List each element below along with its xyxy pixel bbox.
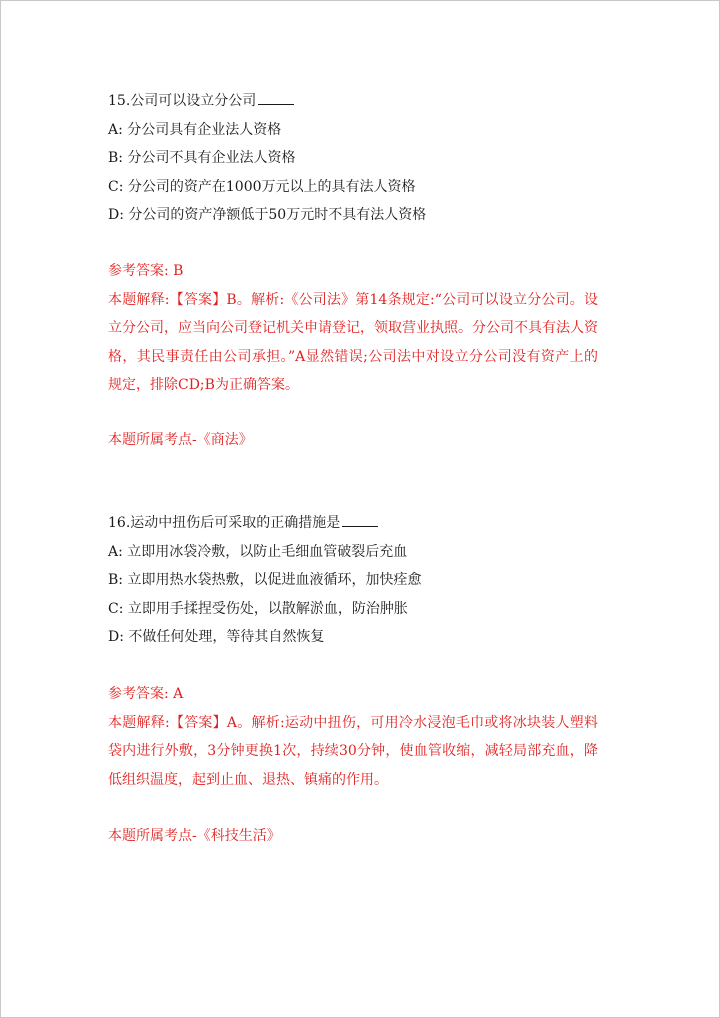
answer-blank [342,512,378,527]
topic-label: 本题所属考点-《商法》 [108,432,253,448]
question-stem [108,87,608,116]
answer-block-15 [108,257,608,400]
answer-block-16 [108,680,608,794]
option-c: C: 分公司的资产在1000万元以上的具有法人资格 [108,178,416,195]
answer-blank [258,90,294,105]
reference-answer: 参考答案: A [108,686,184,702]
option-d: D: 分公司的资产净额低于50万元时不具有法人资格 [108,207,427,223]
explanation: 本题解释:【答案】B。解析:《公司法》第14条规定:“公司可以设立分公司。设立分公司，应当向公司登记机关申请登记，领取营业执照。分公司不具有法人资格，其民事责任由公司承担。”A显然错误;公司法中对设立分公司没有资产上的规定，排除CD;B为正确答案。 [108,291,598,393]
question-stem-text: 15.公司可以设立分公司 [108,93,257,109]
option-b: B: 立即用热水袋热敷，以促进血液循环，加快痊愈 [108,572,422,588]
question-stem-text: 16.运动中扭伤后可采取的正确措施是 [108,515,341,531]
option-c: C: 立即用手揉捏受伤处，以散解淤血，防治肿胀 [108,600,408,617]
question-16 [108,509,608,652]
explanation: 本题解释:【答案】A。解析:运动中扭伤，可用冷水浸泡毛巾或将冰块装人塑料袋内进行外敷，3分钟更换1次，持续30分钟，使血管收缩，减轻局部充血，降低组织温度，起到止血、退热、镇痛的作用。 [108,714,598,788]
question-15 [108,87,608,230]
question-stem [108,509,608,538]
option-a: A: 立即用冰袋冷敷，以防止毛细血管破裂后充血 [108,543,408,560]
option-b: B: 分公司不具有企业法人资格 [108,150,296,166]
topic-block-15 [108,426,608,454]
option-a: A: 分公司具有企业法人资格 [108,121,282,138]
reference-answer: 参考答案: B [108,263,184,279]
topic-block-16 [108,822,608,850]
topic-label: 本题所属考点-《科技生活》 [108,828,281,844]
option-d: D: 不做任何处理，等待其自然恢复 [108,629,325,645]
